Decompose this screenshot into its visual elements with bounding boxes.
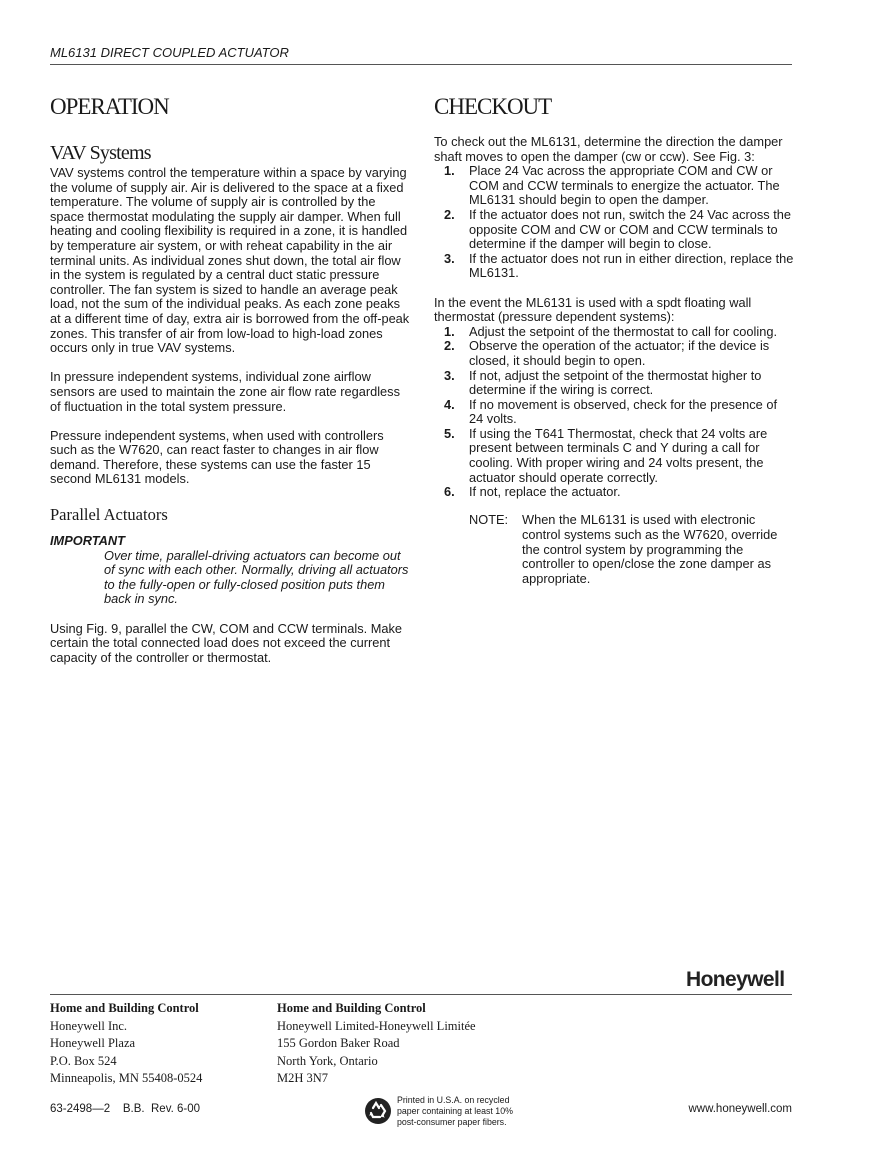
list-item	[444, 164, 794, 208]
printed-line: Printed in U.S.A. on recycled	[397, 1095, 510, 1105]
parallel-paragraph: Using Fig. 9, parallel the CW, COM and CCW terminals. Make certain the total connected load does not exceed the current capacity of the controller or thermostat.	[50, 620, 403, 665]
vav-paragraph-2: In pressure independent systems, individual zone airflow sensors are used to maintain the zone air flow rate regardless of fluctuation in the total system pressure.	[50, 369, 400, 414]
step-number: 4.	[444, 396, 455, 412]
step-text: Adjust the setpoint of the thermostat to call for cooling.	[469, 323, 778, 339]
address-heading: Home and Building Control	[277, 1001, 426, 1015]
address-heading: Home and Building Control	[50, 1001, 199, 1015]
important-label: IMPORTANT	[50, 533, 125, 549]
address-line: P.O. Box 524	[50, 1053, 117, 1068]
step-text: If the actuator does not run, switch the 24 Vac across the opposite COM and CW or COM and CCW terminals to determine if the damper will begin to close.	[469, 206, 791, 252]
step-text: Place 24 Vac across the appropriate COM and CW or COM and CCW terminals to energize the actuator. The ML6131 should begin to open the damper.	[469, 163, 780, 208]
step-number: 3.	[444, 250, 455, 266]
address-line: North York, Ontario	[277, 1053, 378, 1068]
step-number: 3.	[444, 367, 455, 383]
operation-column	[50, 93, 410, 680]
recycle-icon	[364, 1097, 392, 1125]
list-item	[444, 252, 794, 281]
footer-divider	[50, 994, 792, 995]
checkout-heading: CHECKOUT	[434, 94, 552, 119]
list-item	[444, 369, 794, 398]
checkout-steps-2	[444, 325, 794, 500]
vav-systems-heading: VAV Systems	[50, 142, 151, 164]
step-number: 2.	[444, 206, 455, 222]
step-number: 1.	[444, 163, 455, 179]
address-line: Honeywell Limited-Honeywell Limitée	[277, 1018, 476, 1033]
step-number: 1.	[444, 323, 455, 339]
running-header	[50, 45, 792, 65]
address-line: Minneapolis, MN 55408-0524	[50, 1071, 203, 1086]
note-label: NOTE:	[469, 512, 509, 528]
important-text: Over time, parallel-driving actuators can become out of sync with each other. Normally, driving all actuators to the fully-open or fully-closed position puts them back in sync.	[104, 547, 409, 607]
step-text: If not, replace the actuator.	[469, 484, 621, 500]
checkout-steps-1	[444, 164, 794, 281]
operation-heading: OPERATION	[50, 94, 169, 119]
step-number: 5.	[444, 425, 455, 441]
step-text: If not, adjust the setpoint of the thermostat higher to determine if the wiring is correct.	[469, 367, 762, 398]
note-text: When the ML6131 is used with electronic control systems such as the W7620, override the control system by programming the controller to open/close the zone damper as appropriate.	[522, 512, 778, 586]
list-item	[444, 398, 794, 427]
printed-note	[397, 1095, 537, 1127]
printed-line: post-consumer paper fibers.	[397, 1116, 507, 1127]
address-line: Honeywell Plaza	[50, 1036, 136, 1051]
step-number: 6.	[444, 484, 455, 500]
website-link[interactable]: www.honeywell.com	[688, 1103, 792, 1115]
printed-line: paper containing at least 10%	[397, 1105, 513, 1116]
address-canada	[277, 1000, 537, 1088]
parallel-actuators-heading: Parallel Actuators	[50, 505, 168, 525]
address-line: Honeywell Inc.	[50, 1018, 128, 1033]
address-line: 155 Gordon Baker Road	[277, 1036, 400, 1051]
note-block	[469, 513, 794, 586]
list-item	[444, 427, 794, 485]
step-number: 2.	[444, 338, 455, 354]
honeywell-logo: Honeywell	[686, 968, 785, 991]
checkout-intro-2: In the event the ML6131 is used with a spdt floating wall thermostat (pressure dependent systems):	[434, 294, 752, 325]
vav-paragraph-3: Pressure independent systems, when used with controllers such as the W7620, can react faster to changes in air flow demand. Therefore, these systems can use the faster 15 second ML6131 models.	[50, 427, 384, 487]
address-line: M2H 3N7	[277, 1071, 329, 1086]
list-item	[444, 485, 794, 500]
list-item	[444, 325, 794, 340]
checkout-column	[434, 93, 794, 586]
list-item	[444, 339, 794, 368]
step-text: Observe the operation of the actuator; if the device is closed, it should begin to open.	[469, 338, 770, 368]
list-item	[444, 208, 794, 252]
address-us	[50, 1000, 270, 1088]
checkout-intro: To check out the ML6131, determine the direction the damper shaft moves to open the damper (cw or ccw). See Fig. 3:	[434, 134, 783, 164]
step-text: If using the T641 Thermostat, check that 24 volts are present between terminals C and Y during a call for cooling. With proper wiring and 24 volts present, the actuator should operate correctly.	[469, 425, 768, 485]
step-text: If the actuator does not run in either direction, replace the ML6131.	[469, 250, 794, 281]
document-number: 63-2498—2 B.B. Rev. 6-00	[50, 1103, 201, 1115]
document-title: ML6131 DIRECT COUPLED ACTUATOR	[50, 45, 289, 60]
step-text: If no movement is observed, check for the presence of 24 volts.	[469, 396, 777, 427]
vav-paragraph-1: VAV systems control the temperature within a space by varying the volume of supply air. Air is delivered to the space at a fixed temperature. The volume of supply air is controlled by the space thermostat modulating the supply air damper. When full heating and cooling flexibility is required in a zone, it is handled by temperature air system, or with reheat capability in the air terminal units. As individual zones shut down, the total air flow in the system is regulated by a central duct static pressure controller. The fan system is sized to handle an average peak load, not the sum of the individual peaks. As each zone peaks at a different time of day, extra air is borrowed from the off-peak zones. This transfer of air from low-load to high-load zones occurs only in true VAV systems.	[50, 165, 410, 356]
